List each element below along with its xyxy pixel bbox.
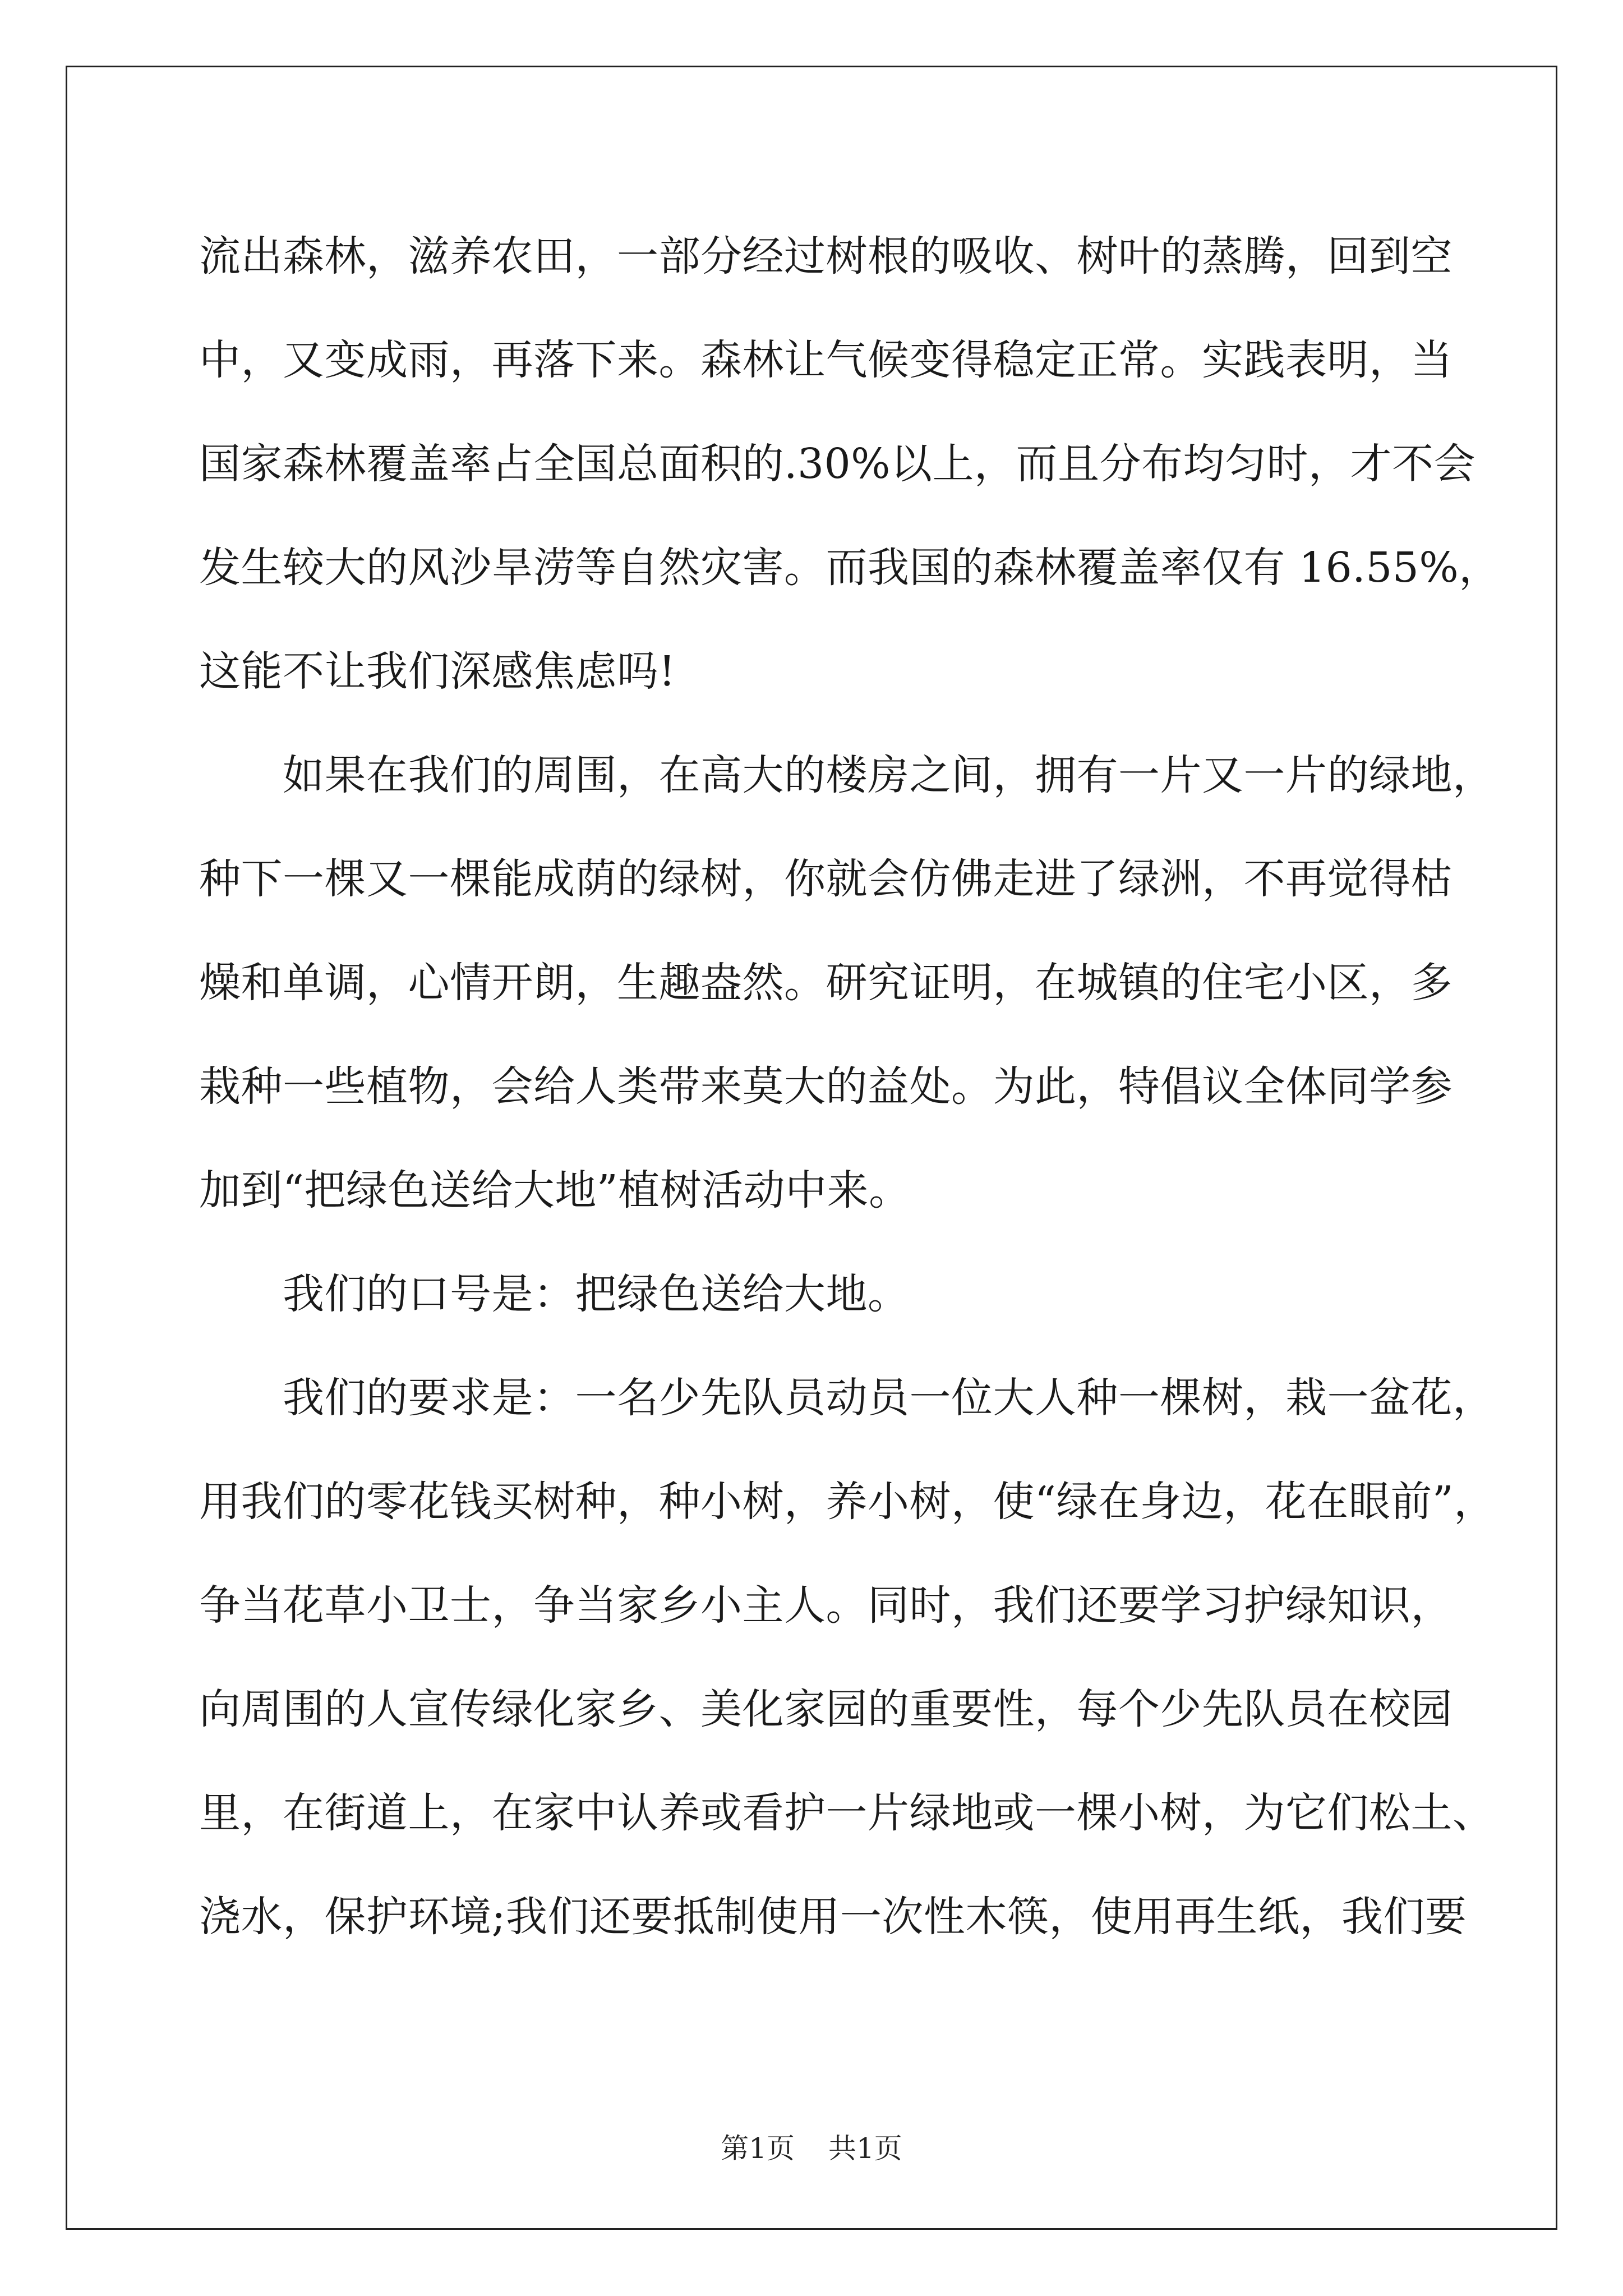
text-line: 国家森林覆盖率占全国总面积的.30%以上，而且分布均匀时，才不会 xyxy=(199,440,1476,488)
paragraph-start-line: 我们的口号是：把绿色送给大地。 xyxy=(199,1270,910,1318)
text-line: 发生较大的风沙旱涝等自然灾害。而我国的森林覆盖率仅有 16.55%， xyxy=(199,544,1501,592)
page-number: 第1页 xyxy=(721,2132,795,2165)
text-line: 燥和单调，心情开朗，生趣盎然。研究证明，在城镇的住宅小区，多 xyxy=(199,959,1453,1007)
page-total: 共1页 xyxy=(828,2132,902,2165)
text-line: 栽种一些植物，会给人类带来莫大的益处。为此，特倡议全体同学参 xyxy=(199,1062,1453,1111)
text-line: 向周围的人宣传绿化家乡、美化家园的重要性，每个少先队员在校园 xyxy=(199,1685,1453,1733)
text-line: 用我们的零花钱买树种，种小树，养小树，使“绿在身边，花在眼前”， xyxy=(199,1478,1496,1526)
text-line: 中，又变成雨，再落下来。森林让气候变得稳定正常。实践表明，当 xyxy=(199,336,1453,384)
text-line: 浇水，保护环境;我们还要抵制使用一次性木筷，使用再生纸，我们要 xyxy=(199,1893,1467,1941)
paragraph-start-line: 如果在我们的周围，在高大的楼房之间，拥有一片又一片的绿地， xyxy=(199,751,1495,799)
text-line: 种下一棵又一棵能成荫的绿树，你就会仿佛走进了绿洲，不再觉得枯 xyxy=(199,855,1453,903)
text-line: 流出森林，滋养农田，一部分经过树根的吸收、树叶的蒸腾，回到空 xyxy=(199,232,1453,280)
text-line: 这能不让我们深感焦虑吗! xyxy=(199,647,676,696)
document-body xyxy=(199,205,1501,1969)
page-footer xyxy=(0,2126,1623,2166)
paragraph-start-line: 我们的要求是：一名少先队员动员一位大人种一棵树，栽一盆花， xyxy=(199,1374,1495,1422)
text-line: 里，在街道上，在家中认养或看护一片绿地或一棵小树，为它们松土、 xyxy=(199,1789,1495,1837)
text-line: 争当花草小卫士，争当家乡小主人。同时，我们还要学习护绿知识， xyxy=(199,1581,1453,1630)
text-line: 加到“把绿色送给大地”植树活动中来。 xyxy=(199,1166,911,1214)
